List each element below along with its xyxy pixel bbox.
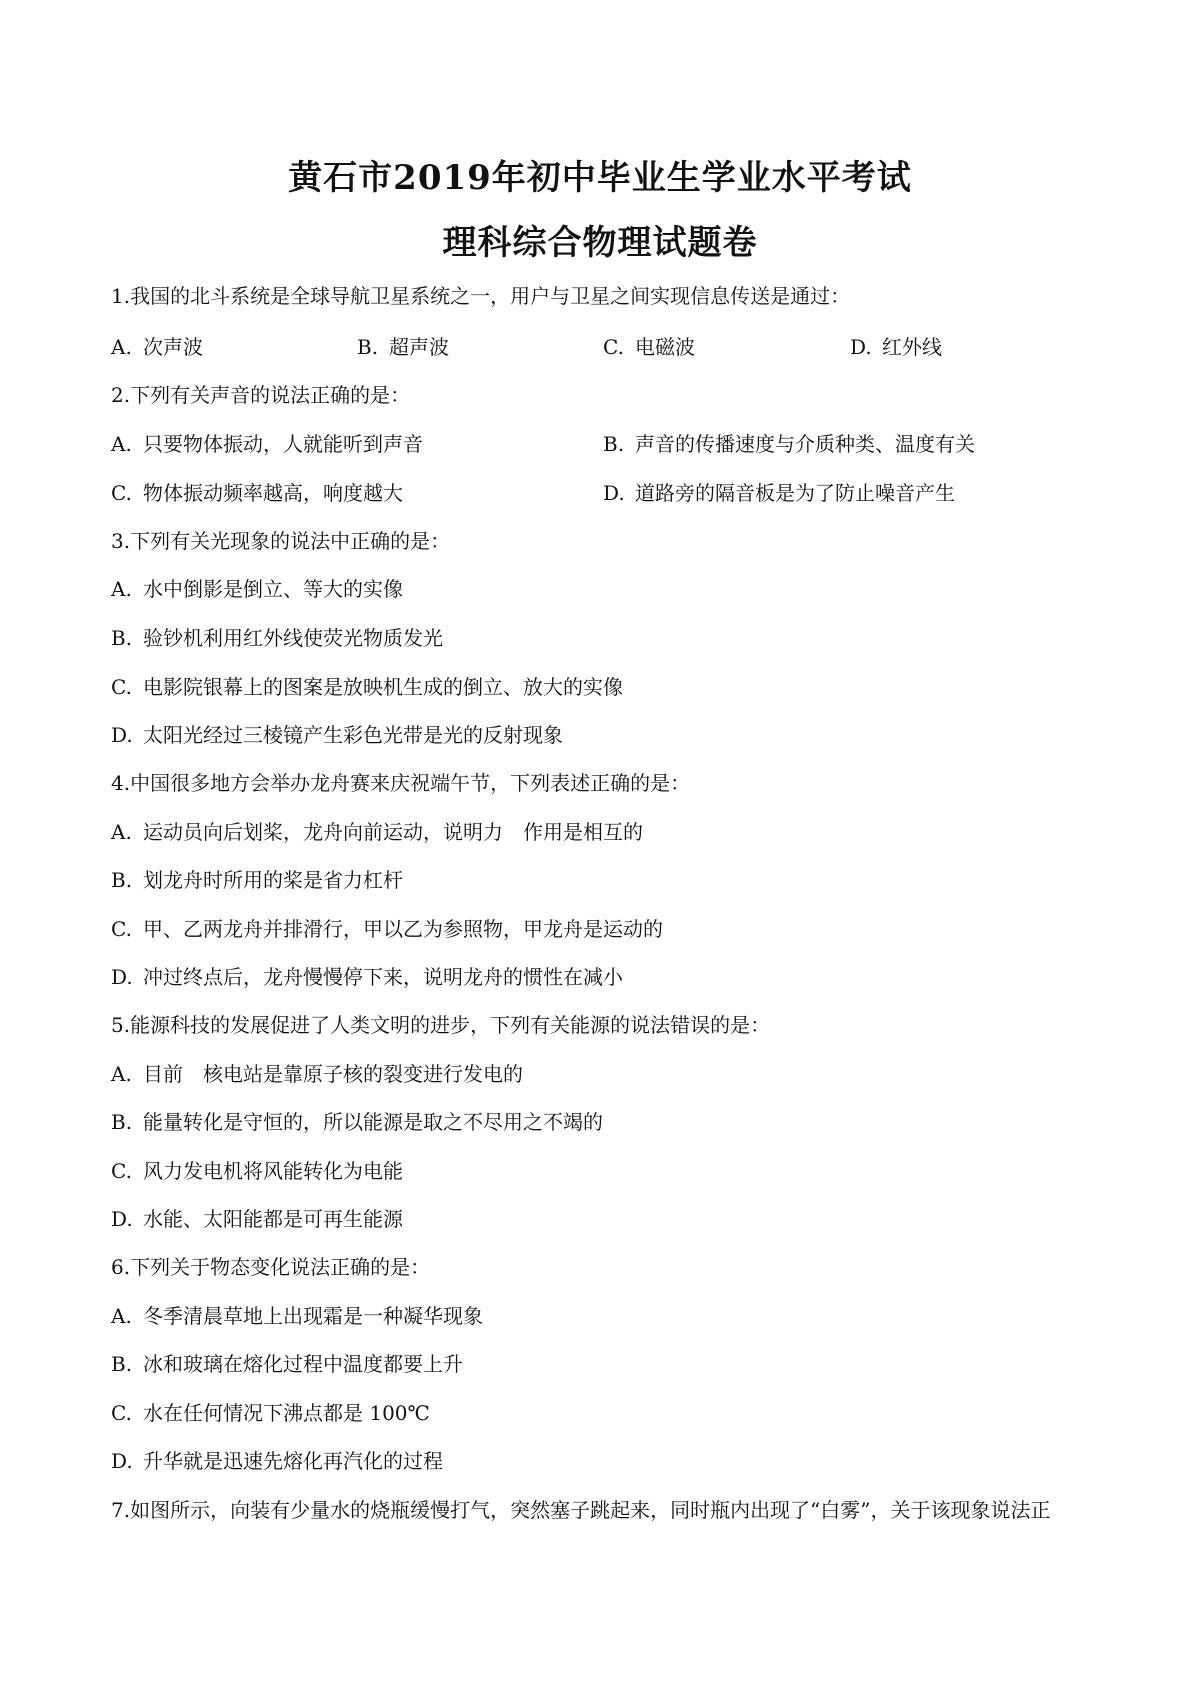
option-text: 只要物体振动，人就能听到声音 [143,432,423,456]
option-text: 水能、太阳能都是可再生能源 [143,1207,403,1231]
option-text: 冬季清晨草地上出现霜是一种凝华现象 [143,1304,483,1328]
option-letter: A. [111,1304,132,1328]
question-5-stem: 5.能源科技的发展促进了人类文明的进步，下列有关能源的说法错误的是： [111,1013,771,1037]
option-text: 划龙舟时所用的桨是省力杠杆 [143,868,403,892]
option-text: 水中倒影是倒立、等大的实像 [143,577,403,601]
option-letter: D. [111,1207,133,1231]
option-letter: A. [111,577,132,601]
question-1-stem: 1.我国的北斗系统是全球导航卫星系统之一，用户与卫星之间实现信息传送是通过： [111,284,851,308]
option-text: 红外线 [882,335,942,359]
option-text: 水在任何情况下沸点都是 100℃ [143,1401,430,1425]
question-6-stem: 6.下列关于物态变化说法正确的是： [111,1255,431,1279]
question-3-stem: 3.下列有关光现象的说法中正确的是： [111,529,451,553]
option-letter: B. [357,335,379,359]
option-letter: B. [111,868,133,892]
question-5-option-b [111,1108,603,1136]
option-letter: B. [111,626,133,650]
option-letter: C. [111,675,132,699]
question-6-option-a [111,1302,483,1330]
option-text: 声音的传播速度与介质种类、温度有关 [635,432,975,456]
option-letter: C. [603,335,624,359]
question-2-option-d [603,479,955,507]
exam-title: 黄石市2019年初中毕业生学业水平考试 [288,158,912,198]
question-1-option-a [111,333,203,361]
question-6-option-b [111,1350,463,1378]
option-text: 物体振动频率越高，响度越大 [143,481,403,505]
option-letter: C. [111,1159,132,1183]
option-letter: C. [111,481,132,505]
option-text: 电磁波 [635,335,695,359]
option-text: 道路旁的隔音板是为了防止噪音产生 [635,481,955,505]
option-text: 电影院银幕上的图案是放映机生成的倒立、放大的实像 [143,675,623,699]
option-letter: D. [111,1449,133,1473]
option-text: 甲、乙两龙舟并排滑行，甲以乙为参照物，甲龙舟是运动的 [143,917,663,941]
option-letter: D. [111,965,133,989]
question-6-option-d [111,1447,443,1475]
question-2-option-b [603,430,975,458]
option-letter: A. [111,1062,132,1086]
question-3-option-b [111,624,443,652]
question-1-option-b [357,333,449,361]
option-letter: B. [111,1110,133,1134]
option-text: 升华就是迅速先熔化再汽化的过程 [143,1449,443,1473]
option-letter: D. [603,481,625,505]
question-5-option-c [111,1157,403,1185]
option-letter: B. [603,432,625,456]
question-2-option-a [111,430,423,458]
option-letter: A. [111,820,132,844]
option-text: 风力发电机将风能转化为电能 [143,1159,403,1183]
option-text: 冲过终点后，龙舟慢慢停下来，说明龙舟的惯性在减小 [143,965,623,989]
question-3-option-a [111,575,403,603]
question-4-option-c [111,915,663,943]
question-7-stem: 7.如图所示，向装有少量水的烧瓶缓慢打气，突然塞子跳起来，同时瓶内出现了“白雾”，关于该现象说法正 [111,1498,1051,1522]
question-1-option-d [850,333,942,361]
question-1-option-c [603,333,695,361]
question-2-option-c [111,479,403,507]
question-2-stem: 2.下列有关声音的说法正确的是： [111,383,411,407]
exam-subtitle: 理科综合物理试题卷 [442,223,758,263]
question-3-option-d [111,721,563,749]
option-text: 太阳光经过三棱镜产生彩色光带是光的反射现象 [143,723,563,747]
question-6-option-c [111,1399,430,1427]
option-text: 能量转化是守恒的，所以能源是取之不尽用之不竭的 [143,1110,603,1134]
option-letter: D. [111,723,133,747]
option-letter: C. [111,1401,132,1425]
question-4-option-a [111,818,643,846]
question-4-option-d [111,963,623,991]
option-letter: A. [111,335,132,359]
question-4-stem: 4.中国很多地方会举办龙舟赛来庆祝端午节，下列表述正确的是： [111,771,691,795]
option-letter: D. [850,335,872,359]
question-5-option-d [111,1205,403,1233]
option-text: 超声波 [389,335,449,359]
option-letter: C. [111,917,132,941]
option-text: 目前 核电站是靠原子核的裂变进行发电的 [143,1062,523,1086]
option-text: 运动员向后划桨，龙舟向前运动，说明力 作用是相互的 [143,820,643,844]
option-letter: A. [111,432,132,456]
question-3-option-c [111,673,623,701]
option-text: 次声波 [143,335,203,359]
option-letter: B. [111,1352,133,1376]
question-4-option-b [111,866,403,894]
question-5-option-a [111,1060,523,1088]
option-text: 冰和玻璃在熔化过程中温度都要上升 [143,1352,463,1376]
option-text: 验钞机利用红外线使荧光物质发光 [143,626,443,650]
